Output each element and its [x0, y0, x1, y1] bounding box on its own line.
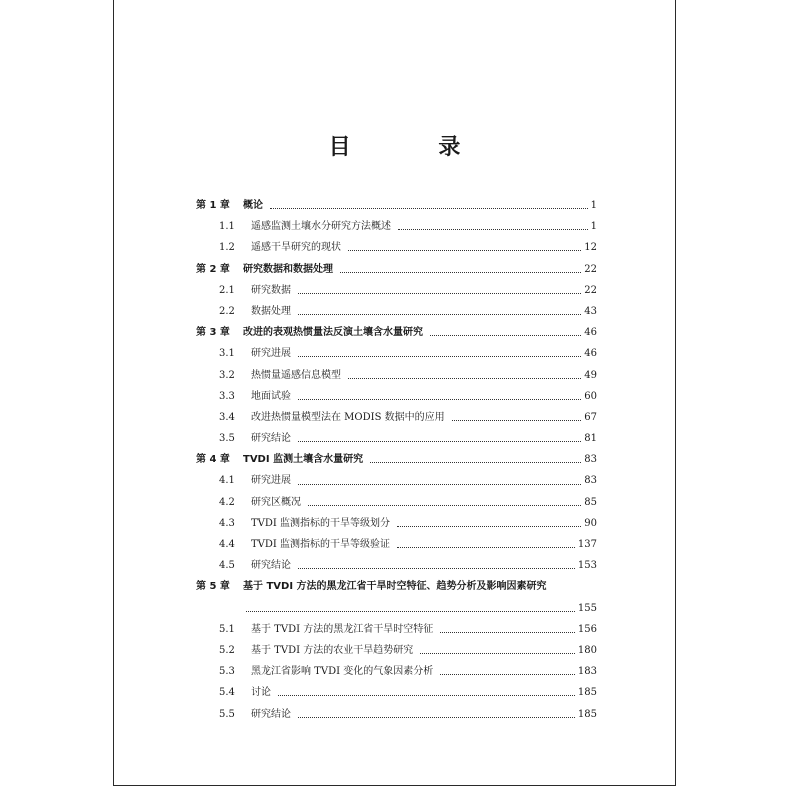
toc-entry-number: 3.5 — [219, 433, 235, 445]
toc-section-row[interactable] — [196, 704, 597, 725]
toc-entry-label: 改进热惯量模型法在 MODIS 数据中的应用 — [251, 411, 445, 423]
toc-section-row[interactable] — [196, 619, 597, 640]
toc-page-number: 90 — [584, 517, 597, 529]
toc-page-number: 85 — [584, 496, 597, 508]
toc-chapter-row[interactable] — [196, 449, 597, 470]
toc-entry-label: 遥感干旱研究的现状 — [251, 242, 341, 254]
page-title: 目 录 — [328, 135, 501, 160]
dot-leader — [398, 229, 588, 230]
toc-entry-label: 基于 TVDI 方法的黑龙江省干旱时空特征、趋势分析及影响因素研究 — [243, 581, 547, 593]
dot-leader — [420, 653, 575, 654]
toc-page-number: 185 — [577, 708, 597, 720]
toc-page-number: 155 — [577, 602, 597, 614]
toc-section-row[interactable] — [196, 365, 597, 386]
toc-entry-number: 3.1 — [219, 348, 235, 360]
toc-entry-number: 5.4 — [219, 687, 235, 699]
dot-leader — [278, 695, 575, 696]
toc-entry-label: TVDI 监测指标的干旱等级划分 — [251, 517, 391, 529]
toc-page-number: 153 — [577, 560, 597, 572]
toc-section-row[interactable] — [196, 492, 597, 513]
toc-chapter-row[interactable] — [196, 322, 597, 343]
toc-section-row[interactable] — [196, 682, 597, 703]
dot-leader — [298, 484, 581, 485]
dot-leader — [348, 378, 581, 379]
toc-page-number: 46 — [584, 348, 597, 360]
dot-leader — [298, 399, 581, 400]
toc-entry-number: 第 3 章 — [196, 327, 230, 339]
toc-section-row[interactable] — [196, 301, 597, 322]
toc-section-row[interactable] — [196, 661, 597, 682]
dot-leader — [246, 611, 575, 612]
toc-entry-number: 2.1 — [219, 284, 235, 296]
dot-leader — [397, 526, 581, 527]
toc-chapter-row[interactable] — [196, 195, 597, 216]
toc-entry-label: 研究区概况 — [251, 496, 301, 508]
toc-chapter-row[interactable] — [196, 259, 597, 280]
dot-leader — [298, 441, 581, 442]
toc-page-number: 22 — [584, 263, 597, 275]
toc-section-row[interactable] — [196, 280, 597, 301]
toc-page-number: 49 — [584, 369, 597, 381]
toc-entry-number: 4.5 — [219, 560, 235, 572]
toc-entry-number: 5.2 — [219, 644, 235, 656]
toc-entry-label: 基于 TVDI 方法的农业干旱趋势研究 — [251, 644, 414, 656]
toc-entry-label: 研究数据 — [251, 284, 291, 296]
toc-entry-label: 研究结论 — [251, 708, 291, 720]
toc-entry-label: 概论 — [243, 200, 263, 211]
toc-entry-number: 2.2 — [219, 305, 235, 317]
toc-section-row[interactable] — [196, 428, 597, 449]
dot-leader — [298, 293, 581, 294]
dot-leader — [298, 314, 581, 315]
dot-leader — [308, 505, 581, 506]
toc-section-row[interactable] — [196, 534, 597, 555]
toc-entry-label: 热惯量遥感信息模型 — [251, 369, 341, 381]
toc-entry-number: 第 4 章 — [196, 454, 230, 466]
toc-entry-label: TVDI 监测指标的干旱等级验证 — [251, 539, 391, 550]
table-of-contents — [196, 195, 597, 725]
toc-page-number: 156 — [577, 623, 597, 635]
toc-entry-label: 研究进展 — [251, 475, 291, 487]
toc-entry-label: 地面试验 — [251, 390, 291, 402]
toc-entry-label: 研究进展 — [251, 348, 291, 360]
toc-page-number: 43 — [584, 305, 597, 317]
dot-leader — [440, 674, 575, 675]
toc-page-number: 83 — [584, 454, 597, 466]
toc-entry-number: 4.3 — [219, 517, 235, 529]
toc-entry-label: TVDI 监测土壤含水量研究 — [243, 454, 364, 466]
toc-entry-number: 5.1 — [219, 623, 235, 635]
toc-page-number: 137 — [577, 539, 597, 550]
toc-section-row[interactable] — [196, 216, 597, 237]
toc-entry-number: 第 1 章 — [196, 200, 230, 211]
toc-section-row[interactable] — [196, 343, 597, 364]
toc-page-number: 183 — [577, 666, 597, 678]
toc-entry-label: 研究数据和数据处理 — [243, 263, 333, 275]
toc-entry-number: 4.4 — [219, 539, 235, 550]
toc-entry-label: 遥感监测土壤水分研究方法概述 — [251, 221, 391, 233]
toc-entry-number: 1.2 — [219, 242, 235, 254]
toc-page-number: 12 — [584, 242, 597, 254]
toc-entry-number: 4.1 — [219, 475, 235, 487]
toc-section-row[interactable] — [196, 470, 597, 491]
toc-entry-number: 3.2 — [219, 369, 235, 381]
toc-section-row[interactable] — [196, 640, 597, 661]
toc-entry-label: 研究结论 — [251, 433, 291, 445]
toc-page-number: 185 — [577, 687, 597, 699]
toc-section-row[interactable] — [196, 407, 597, 428]
toc-chapter-row[interactable] — [196, 576, 597, 597]
toc-entry-label: 改进的表观热惯量法反演土壤含水量研究 — [243, 327, 423, 339]
toc-page-number: 1 — [590, 221, 597, 233]
toc-page-number: 60 — [584, 390, 597, 402]
toc-continuation-row[interactable] — [196, 598, 597, 619]
dot-leader — [348, 250, 581, 251]
toc-page-number: 67 — [584, 411, 597, 423]
dot-leader — [440, 632, 575, 633]
toc-entry-label: 数据处理 — [251, 305, 291, 317]
dot-leader — [298, 356, 581, 357]
toc-entry-number: 3.3 — [219, 390, 235, 402]
toc-page-number: 46 — [584, 327, 597, 339]
toc-page-number: 81 — [584, 433, 597, 445]
toc-page-number: 180 — [577, 644, 597, 656]
dot-leader — [298, 717, 575, 718]
toc-entry-label: 基于 TVDI 方法的黑龙江省干旱时空特征 — [251, 623, 434, 635]
toc-entry-number: 1.1 — [219, 221, 235, 233]
toc-entry-number: 4.2 — [219, 496, 235, 508]
dot-leader — [452, 420, 582, 421]
toc-page-number: 83 — [584, 475, 597, 487]
dot-leader — [397, 547, 575, 548]
toc-section-row[interactable] — [196, 237, 597, 258]
toc-section-row[interactable] — [196, 513, 597, 534]
dot-leader — [270, 208, 588, 209]
toc-entry-number: 第 5 章 — [196, 581, 230, 593]
toc-entry-label: 黑龙江省影响 TVDI 变化的气象因素分析 — [251, 666, 434, 678]
dot-leader — [340, 272, 581, 273]
toc-section-row[interactable] — [196, 555, 597, 576]
toc-entry-number: 3.4 — [219, 411, 235, 423]
toc-entry-label: 讨论 — [251, 687, 271, 699]
toc-entry-number: 第 2 章 — [196, 263, 230, 275]
document-page — [113, 0, 676, 786]
toc-entry-number: 5.3 — [219, 666, 235, 678]
toc-page-number: 1 — [590, 200, 597, 211]
toc-section-row[interactable] — [196, 386, 597, 407]
toc-page-number: 22 — [584, 284, 597, 296]
toc-entry-label: 研究结论 — [251, 560, 291, 572]
dot-leader — [298, 568, 575, 569]
dot-leader — [430, 335, 581, 336]
dot-leader — [370, 462, 581, 463]
toc-entry-number: 5.5 — [219, 708, 235, 720]
